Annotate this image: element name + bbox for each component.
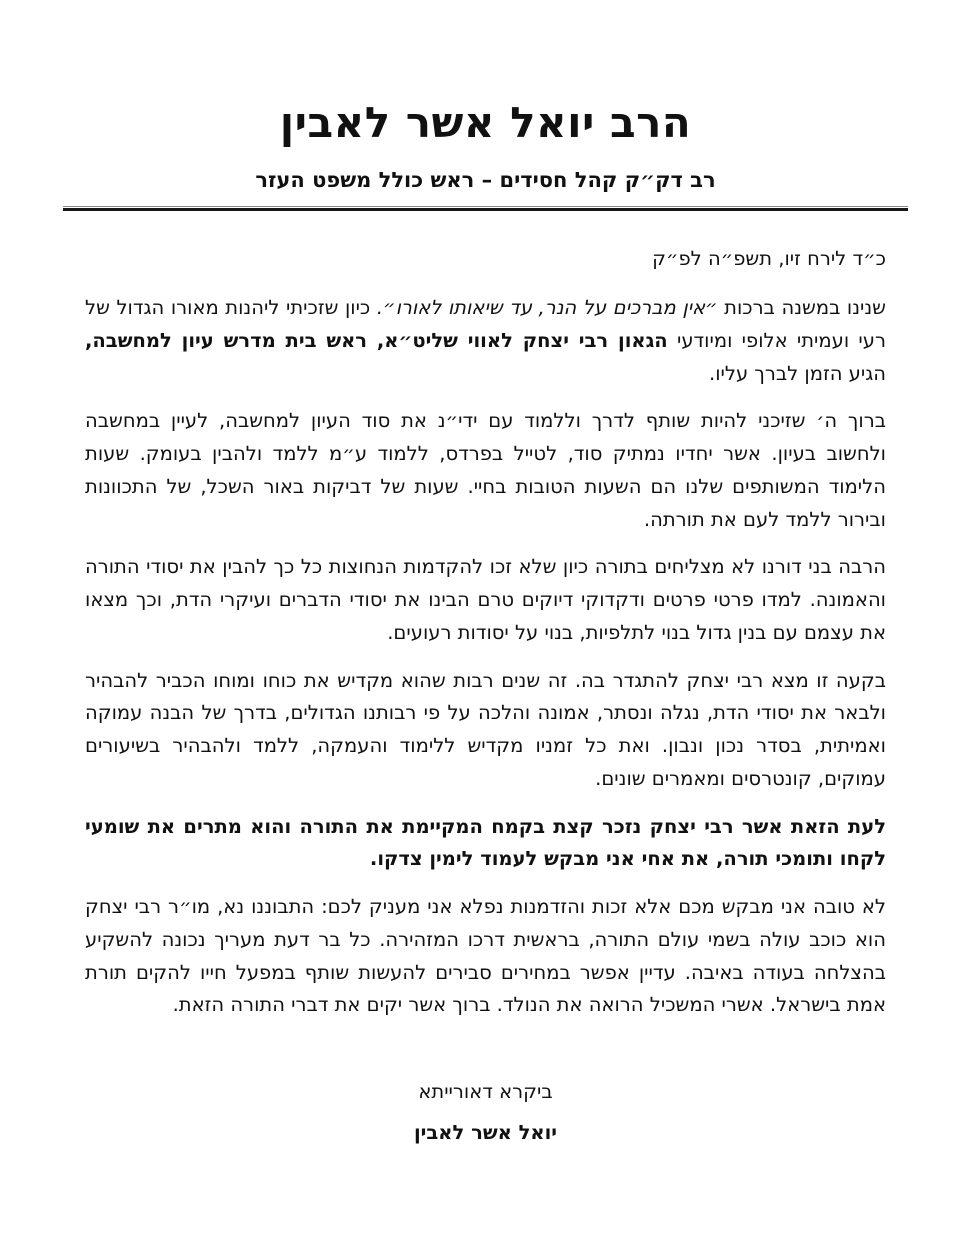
paragraph-text: בקעה זו מצא רבי יצחק להתגדר בה. זה שנים רבות שהוא מקדיש את כוחו ומוחו הכביר להבהיר ולבאר את יסודי הדת, נגלה ונסתר, אמונה והלכה על פי רבותנו הגדולים, בדרך של הבנה עמוקה ואמיתית, בסדר נכון ונבון. ואת כל זמניו מקדיש ללימוד והעמקה, ללמד ולהבהיר בשיעורים עמוקים, קונטרסים ומאמרים שונים. — [85, 668, 886, 790]
signature-phrase: ביקרא דאורייתא — [418, 1080, 553, 1104]
mishnah-quote-italic: ״אין מברכים על הנר, עד שיאותו לאורו״. — [376, 296, 718, 320]
letter-paragraph-appeal — [85, 811, 886, 877]
letterhead-divider — [63, 206, 908, 211]
paragraph-text: כיון שזכיתי ליהנות מאורו הגדול של רעי ועמיתי אלופי ומיודעי — [85, 296, 886, 352]
letterhead-title: הרב יואל אשר לאבין — [279, 98, 692, 147]
paragraph-text: לא טובה אני מבקש מכם אלא זכות והזדמנות נפלא אני מעניק לכם: התבוננו נא, מו״ר רבי יצחק הוא כוכב עולה בשמי עולם התורה, בראשית דרכו המזהירה. כל בר דעת מעריך נכונה להשקיע בהצלחה בעודה באיבה. עדיין אפשר במחירים סבירים להעשות שותף במפעל חייו להקים תורת אמת בישראל. אשרי המשכיל הרואה את הנולד. ברוך אשר יקים את דברי התורה הזאת. — [85, 895, 886, 1017]
paragraph-text: הרבה בני דורנו לא מצליחים בתורה כיון שלא זכו להקדמות הנחוצות כל כך להבין את יסודי התורה והאמונה. למדו פרטי פרטים ודקדוקי דיוקים טרם הבינו את יסודי הדברים ועיקרי הדת, וכך מצאו את עצמם עם בנין גדול בנוי לתלפיות, בנוי על יסודות רעועים. — [85, 555, 886, 644]
signature-block — [85, 1080, 886, 1144]
date-line: כ״ד לירח זיו, תשפ״ה לפ״ק — [652, 247, 886, 271]
divider-thin-line — [63, 206, 908, 207]
letter-content — [0, 247, 971, 1144]
letterhead-subtitle: רב דק״ק קהל חסידים – ראש כולל משפט העזר — [255, 168, 716, 193]
divider-thick-line — [63, 208, 908, 211]
letter-body — [85, 292, 886, 1022]
paragraph-text: ברוך ה׳ שזיכני להיות שותף לדרך וללמוד עם ידי״נ את סוד העיון למחשבה, לעיין במחשבה ולחשוב בעיון. אשר יחדיו נמתיק סוד, לטייל בפרדס, ללמוד ע״מ ללמד ולהבין בעומק. שעות הלימוד המשותפים שלנו הם השעות הטובות בחיי. שעות של דביקות באור השכל, של התכוונות ובירור ללמד לעם את תורתה. — [85, 409, 886, 531]
paragraph-text: לעת הזאת אשר רבי יצחק נזכר קצת בקמח המקיימת את התורה והוא מתרים את שומעי לקחו ותומכי תורה, את אחי אני מבקש לעמוד לימין צדקו. — [85, 814, 886, 871]
letterhead — [0, 0, 971, 211]
rabbi-name-bold: הגאון רבי יצחק לאווי שליט״א, ראש בית מדרש עיון למחשבה, — [85, 328, 668, 352]
letter-paragraph — [85, 292, 886, 390]
letter-paragraph — [85, 405, 886, 536]
paragraph-text: שנינו במשנה ברכות — [717, 296, 886, 320]
letter-paragraph — [85, 551, 886, 649]
letter-paragraph — [85, 891, 886, 1022]
signature-name: יואל אשר לאבין — [413, 1121, 558, 1145]
letter-paragraph — [85, 665, 886, 796]
paragraph-text: הגיע הזמן לברך עליו. — [709, 361, 886, 385]
